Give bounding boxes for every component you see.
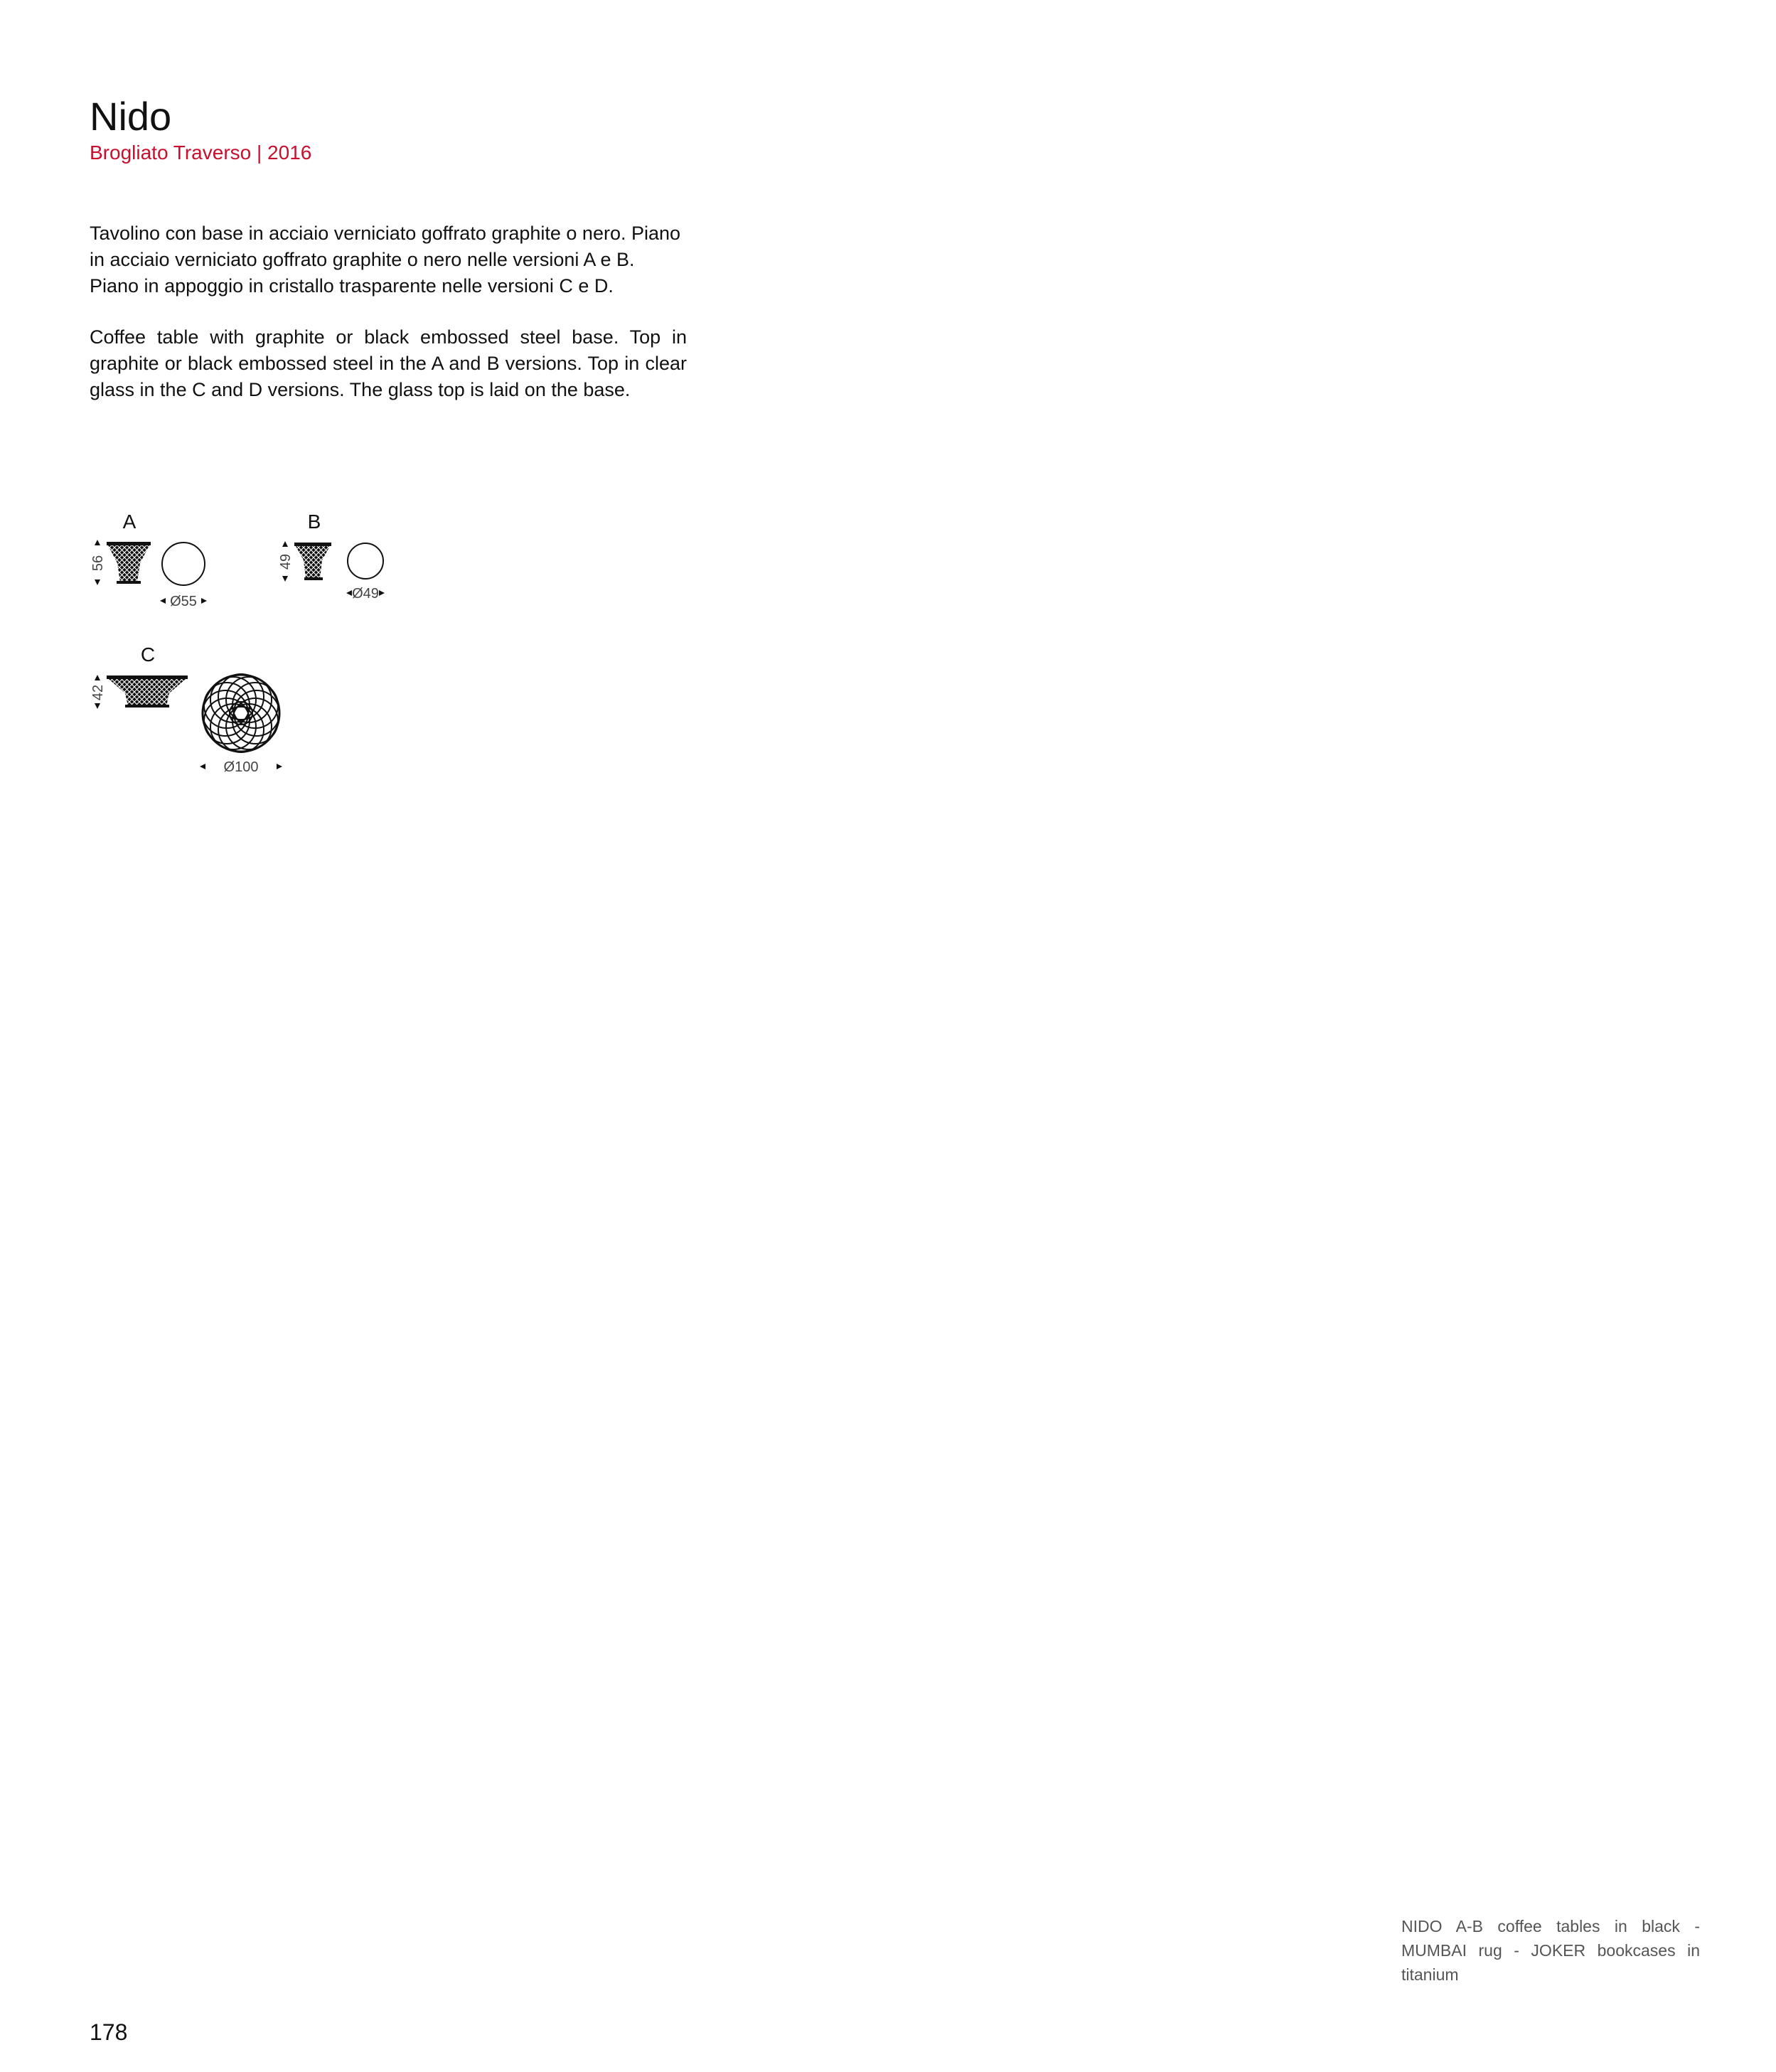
variant-c-top-view	[203, 674, 279, 752]
page-title: Nido	[90, 94, 172, 139]
variant-c-label: C	[140, 644, 156, 666]
variant-b-height-label: 49	[278, 553, 294, 570]
variant-b-side-view	[294, 543, 331, 580]
variant-b-label: B	[307, 511, 321, 533]
variant-a	[90, 511, 207, 609]
description-english: Coffee table with graphite or black embossed steel base. Top in graphite or black embossed steel in the A and B versions. Top in clear glass in the C and D versions. The glass top is laid on the base.	[90, 326, 687, 400]
designer-year: Brogliato Traverso | 2016	[90, 141, 312, 164]
technical-drawings	[0, 0, 711, 796]
page-number: 178	[90, 2019, 128, 2045]
variant-c-side-view	[107, 675, 188, 707]
variant-a-side-view	[107, 542, 151, 584]
variant-b-diameter-label: Ø49	[352, 586, 379, 602]
variant-a-height-label: 56	[90, 555, 106, 572]
variant-a-top-view	[162, 543, 205, 585]
description-italian: Tavolino con base in acciaio verniciato goffrato graphite o nero. Piano in acciaio verniciato goffrato graphite o nero nelle versioni A e B. Piano in appoggio in cristallo trasparente nelle versioni C e D.	[90, 223, 681, 297]
photo-caption: NIDO A-B coffee tables in black - MUMBAI rug - JOKER bookcases in titanium	[1401, 1917, 1700, 1984]
variant-c-diameter-label: Ø100	[223, 759, 259, 775]
variant-c-height-label: 42	[90, 684, 106, 701]
variant-c	[90, 644, 282, 775]
variant-a-diameter-label: Ø55	[170, 594, 197, 609]
variant-b	[278, 511, 385, 602]
variant-b-top-view	[348, 543, 383, 579]
variant-a-label: A	[122, 511, 137, 533]
